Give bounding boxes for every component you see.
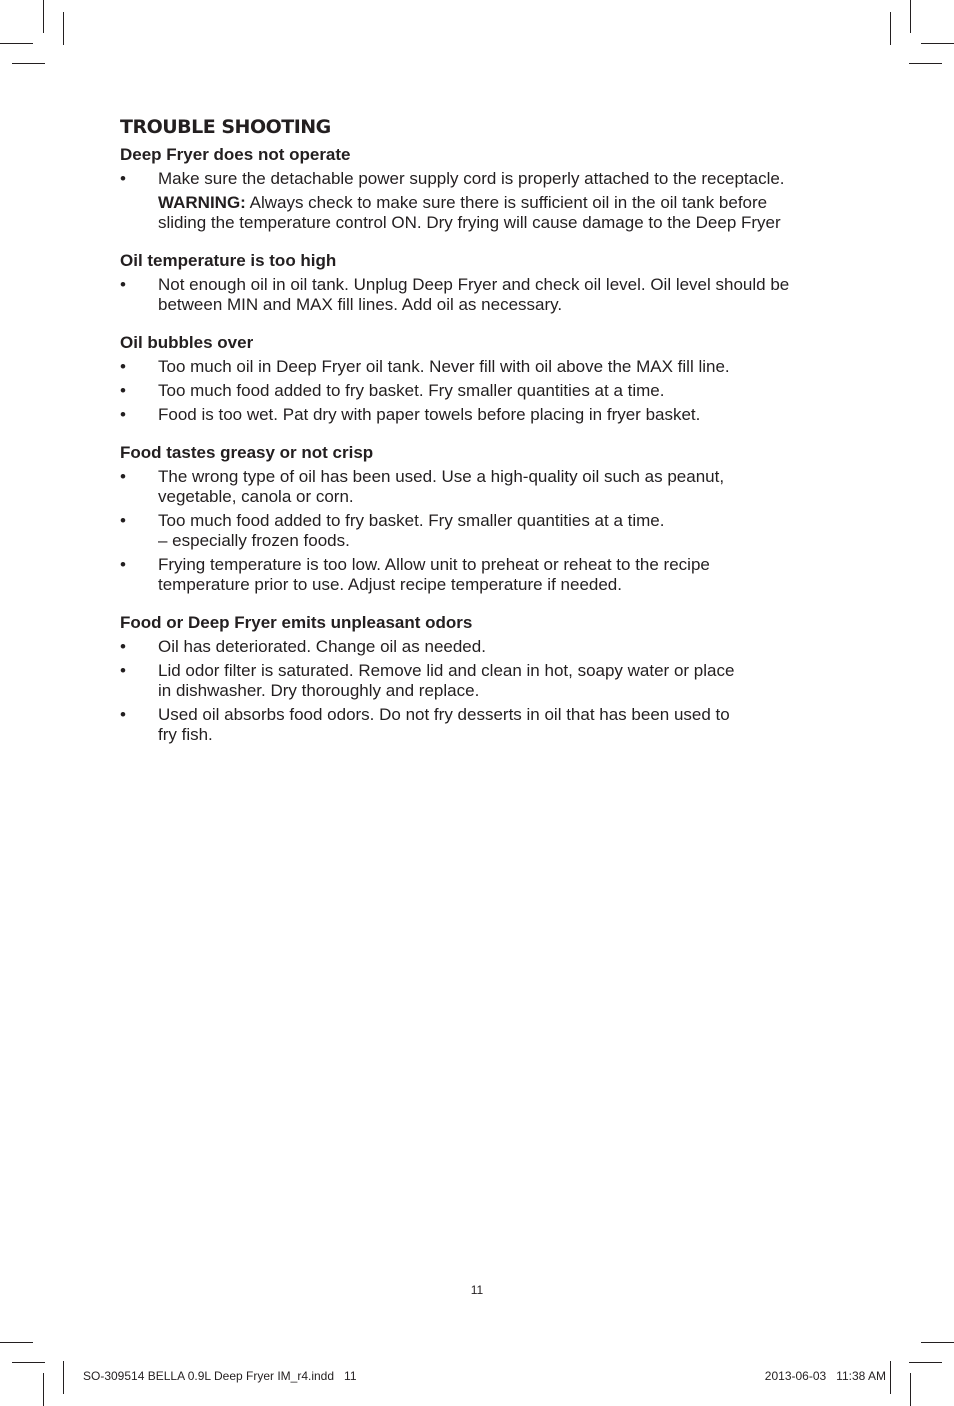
bullet-icon: • (120, 705, 126, 724)
crop-mark (909, 63, 942, 64)
item-text: between MIN and MAX fill lines. Add oil as necessary. (158, 295, 563, 314)
section-heading: Food tastes greasy or not crisp (120, 443, 374, 462)
crop-mark (910, 1373, 911, 1406)
crop-mark (890, 1361, 891, 1394)
section-heading: Oil bubbles over (120, 333, 254, 352)
section-heading: Oil temperature is too high (120, 251, 337, 270)
bullet-list (120, 169, 840, 189)
bullet-icon: • (120, 661, 126, 680)
section-heading: Food or Deep Fryer emits unpleasant odors (120, 613, 473, 632)
list-item (120, 405, 840, 425)
item-text: fry fish. (158, 725, 213, 744)
bullet-icon: • (120, 405, 126, 424)
crop-mark (0, 1342, 33, 1343)
crop-mark (63, 12, 64, 45)
list-item (120, 275, 840, 315)
bullet-list (120, 637, 840, 745)
section-oil-bubbles-over (120, 333, 840, 425)
bullet-icon: • (120, 169, 126, 188)
warning-line (158, 193, 840, 213)
warning-note (120, 193, 840, 233)
page-number: 11 (470, 1283, 484, 1297)
crop-mark (890, 12, 891, 45)
item-text: Lid odor filter is saturated. Remove lid and clean in hot, soapy water or place (158, 661, 735, 680)
bullet-icon: • (120, 381, 126, 400)
item-text: The wrong type of oil has been used. Use a high-quality oil such as peanut, (158, 467, 725, 486)
item-text: Oil has deteriorated. Change oil as needed. (158, 637, 486, 656)
bullet-list (120, 275, 840, 315)
bullet-icon: • (120, 357, 126, 376)
section-heading: Deep Fryer does not operate (120, 145, 351, 164)
list-item (120, 381, 840, 401)
list-item (120, 357, 840, 377)
crop-mark (921, 1342, 954, 1343)
bullet-list (120, 357, 840, 425)
bullet-list (120, 467, 840, 595)
list-item (120, 555, 840, 595)
warning-line: sliding the temperature control ON. Dry frying will cause damage to the Deep Fryer (158, 213, 781, 232)
item-text: Too much food added to fry basket. Fry smaller quantities at a time. (158, 381, 665, 400)
bullet-icon: • (120, 637, 126, 656)
item-text: vegetable, canola or corn. (158, 487, 354, 506)
item-text: in dishwasher. Dry thoroughly and replace. (158, 681, 480, 700)
warning-label: WARNING: (158, 193, 246, 212)
crop-mark (12, 63, 45, 64)
list-item (120, 467, 840, 507)
item-text: Food is too wet. Pat dry with paper towels before placing in fryer basket. (158, 405, 701, 424)
list-item (120, 661, 840, 701)
bullet-icon: • (120, 555, 126, 574)
item-text: Used oil absorbs food odors. Do not fry desserts in oil that has been used to (158, 705, 730, 724)
list-item (120, 169, 840, 189)
item-text: Too much oil in Deep Fryer oil tank. Never fill with oil above the MAX fill line. (158, 357, 730, 376)
list-item (120, 705, 840, 745)
warning-text: Always check to make sure there is sufficient oil in the oil tank before (245, 193, 768, 212)
crop-mark (0, 43, 33, 44)
section-deep-fryer-does-not-operate (120, 145, 840, 233)
crop-mark (43, 0, 44, 33)
list-item (120, 511, 840, 551)
item-text: Too much food added to fry basket. Fry smaller quantities at a time. (158, 511, 665, 530)
bullet-icon: • (120, 467, 126, 486)
item-text: Make sure the detachable power supply cord is properly attached to the receptacle. (158, 169, 785, 188)
footer-file-slug: SO-309514 BELLA 0.9L Deep Fryer IM_r4.indd 11 (83, 1369, 357, 1383)
item-text: temperature prior to use. Adjust recipe temperature if needed. (158, 575, 622, 594)
crop-mark (910, 0, 911, 33)
page-title: TROUBLE SHOOTING (120, 116, 331, 138)
list-item (120, 637, 840, 657)
crop-mark (921, 43, 954, 44)
crop-mark (909, 1362, 942, 1363)
section-unpleasant-odors (120, 613, 840, 745)
bullet-icon: • (120, 275, 126, 294)
bullet-icon: • (120, 511, 126, 530)
item-text: Not enough oil in oil tank. Unplug Deep Fryer and check oil level. Oil level should be (158, 275, 790, 294)
item-text: – especially frozen foods. (158, 531, 350, 550)
crop-mark (12, 1362, 45, 1363)
footer-date-slug: 2013-06-03 11:38 AM (764, 1369, 886, 1383)
crop-mark (43, 1373, 44, 1406)
troubleshooting-content (120, 115, 840, 763)
crop-mark (63, 1361, 64, 1394)
section-food-tastes-greasy (120, 443, 840, 595)
item-text: Frying temperature is too low. Allow unit to preheat or reheat to the recipe (158, 555, 710, 574)
section-oil-temperature-too-high (120, 251, 840, 315)
